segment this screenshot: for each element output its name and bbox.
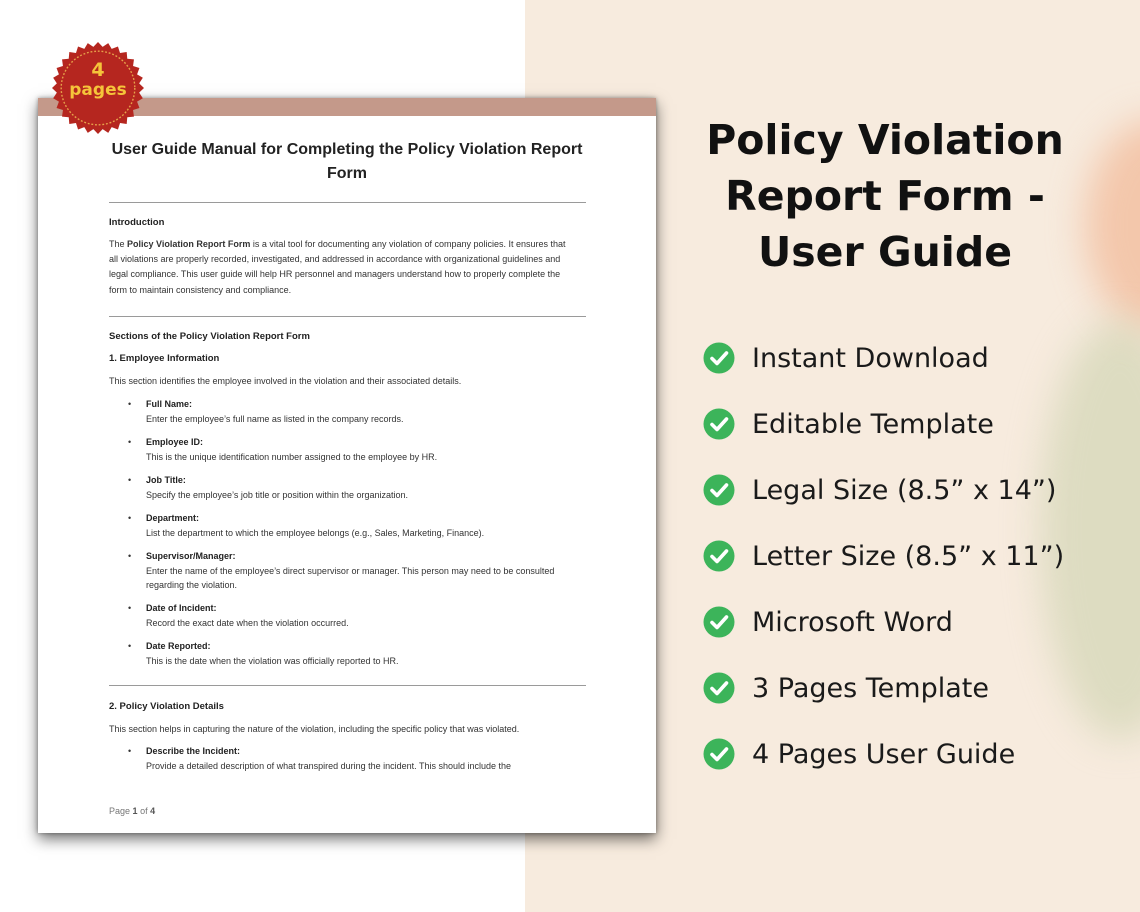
feature-item [703, 338, 989, 378]
list-item-title: Department: [146, 513, 200, 523]
headline-line-1: Policy Violation [706, 116, 1064, 164]
list-item-description: This is the date when the violation was officially reported to HR. [146, 655, 399, 666]
badge-label [52, 60, 144, 100]
check-circle-icon [703, 606, 735, 638]
list-item-title: Job Title: [146, 475, 186, 485]
check-circle-icon [703, 342, 735, 374]
section-1-heading: 1. Employee Information [109, 353, 220, 364]
list-item-title: Date of Incident: [146, 603, 217, 613]
list-item-title: Describe the Incident: [146, 746, 241, 756]
check-circle-icon [703, 474, 735, 506]
bullet-dot: • [128, 603, 132, 613]
bullet-dot: • [128, 437, 132, 447]
list-item-title: Date Reported: [146, 641, 211, 651]
bullet-dot: • [128, 475, 132, 485]
intro-heading: Introduction [109, 217, 165, 228]
document-title: User Guide Manual for Completing the Policy Violation Report Form [111, 141, 583, 182]
divider [109, 316, 586, 317]
section-2-intro: This section helps in capturing the nature of the violation, including the specific policy that was violated. [109, 724, 520, 734]
list-item-description: List the department to which the employee belongs (e.g., Sales, Marketing, Finance). [146, 527, 485, 538]
list-item-description: Enter the name of the employee’s direct supervisor or manager. This person may need to be consulted regarding the violation. [146, 565, 555, 590]
feature-label: 3 Pages Template [752, 672, 989, 704]
badge-number: 4 [91, 59, 105, 81]
feature-label: Instant Download [752, 342, 989, 374]
feature-item [703, 602, 953, 642]
sections-heading: Sections of the Policy Violation Report Form [109, 331, 310, 342]
feature-item [703, 668, 989, 708]
list-item-description: Specify the employee’s job title or position within the organization. [146, 489, 408, 500]
feature-item [703, 404, 994, 444]
section-2-heading: 2. Policy Violation Details [109, 701, 224, 712]
feature-label: Microsoft Word [752, 606, 953, 638]
list-item-title: Supervisor/Manager: [146, 551, 236, 561]
document-preview-page [38, 98, 656, 833]
badge-word: pages [69, 80, 127, 100]
list-item-description: Provide a detailed description of what transpired during the incident. This should include the [146, 760, 512, 771]
intro-paragraph: The Policy Violation Report Form is a vital tool for documenting any violation of company policies. It ensures that all violations are properly recorded, investigated, and addressed in accordance with organizational guidelines and legal compliance. This user guide will help HR personnel and managers understand how to properly complete the form to maintain consistency and compliance. [109, 239, 566, 295]
feature-label: Editable Template [752, 408, 994, 440]
product-headline [690, 112, 1080, 280]
feature-label: 4 Pages User Guide [752, 738, 1016, 770]
headline-line-2: Report Form - [725, 172, 1045, 220]
list-item-title: Employee ID: [146, 437, 204, 447]
headline-line-3: User Guide [757, 228, 1013, 276]
bullet-dot: • [128, 641, 132, 651]
bullet-dot: • [128, 746, 132, 756]
divider [109, 202, 586, 203]
bullet-dot: • [128, 551, 132, 561]
section-1-intro: This section identifies the employee involved in the violation and their associated details. [109, 376, 462, 386]
list-item-description: Enter the employee’s full name as listed in the company records. [146, 413, 404, 424]
feature-item [703, 470, 1056, 510]
bullet-dot: • [128, 513, 132, 523]
check-circle-icon [703, 408, 735, 440]
list-item-title: Full Name: [146, 399, 193, 409]
feature-label: Legal Size (8.5” x 14”) [752, 474, 1057, 506]
feature-item [703, 734, 1015, 774]
check-circle-icon [703, 738, 735, 770]
check-circle-icon [703, 672, 735, 704]
bullet-dot: • [128, 399, 132, 409]
feature-item [703, 536, 1064, 576]
feature-label: Letter Size (8.5” x 11”) [752, 540, 1065, 572]
divider [109, 685, 586, 686]
check-circle-icon [703, 540, 735, 572]
list-item-description: Record the exact date when the violation occurred. [146, 617, 349, 628]
list-item-description: This is the unique identification number assigned to the employee by HR. [146, 451, 438, 462]
page-number: Page 1 of 4 [109, 806, 156, 816]
